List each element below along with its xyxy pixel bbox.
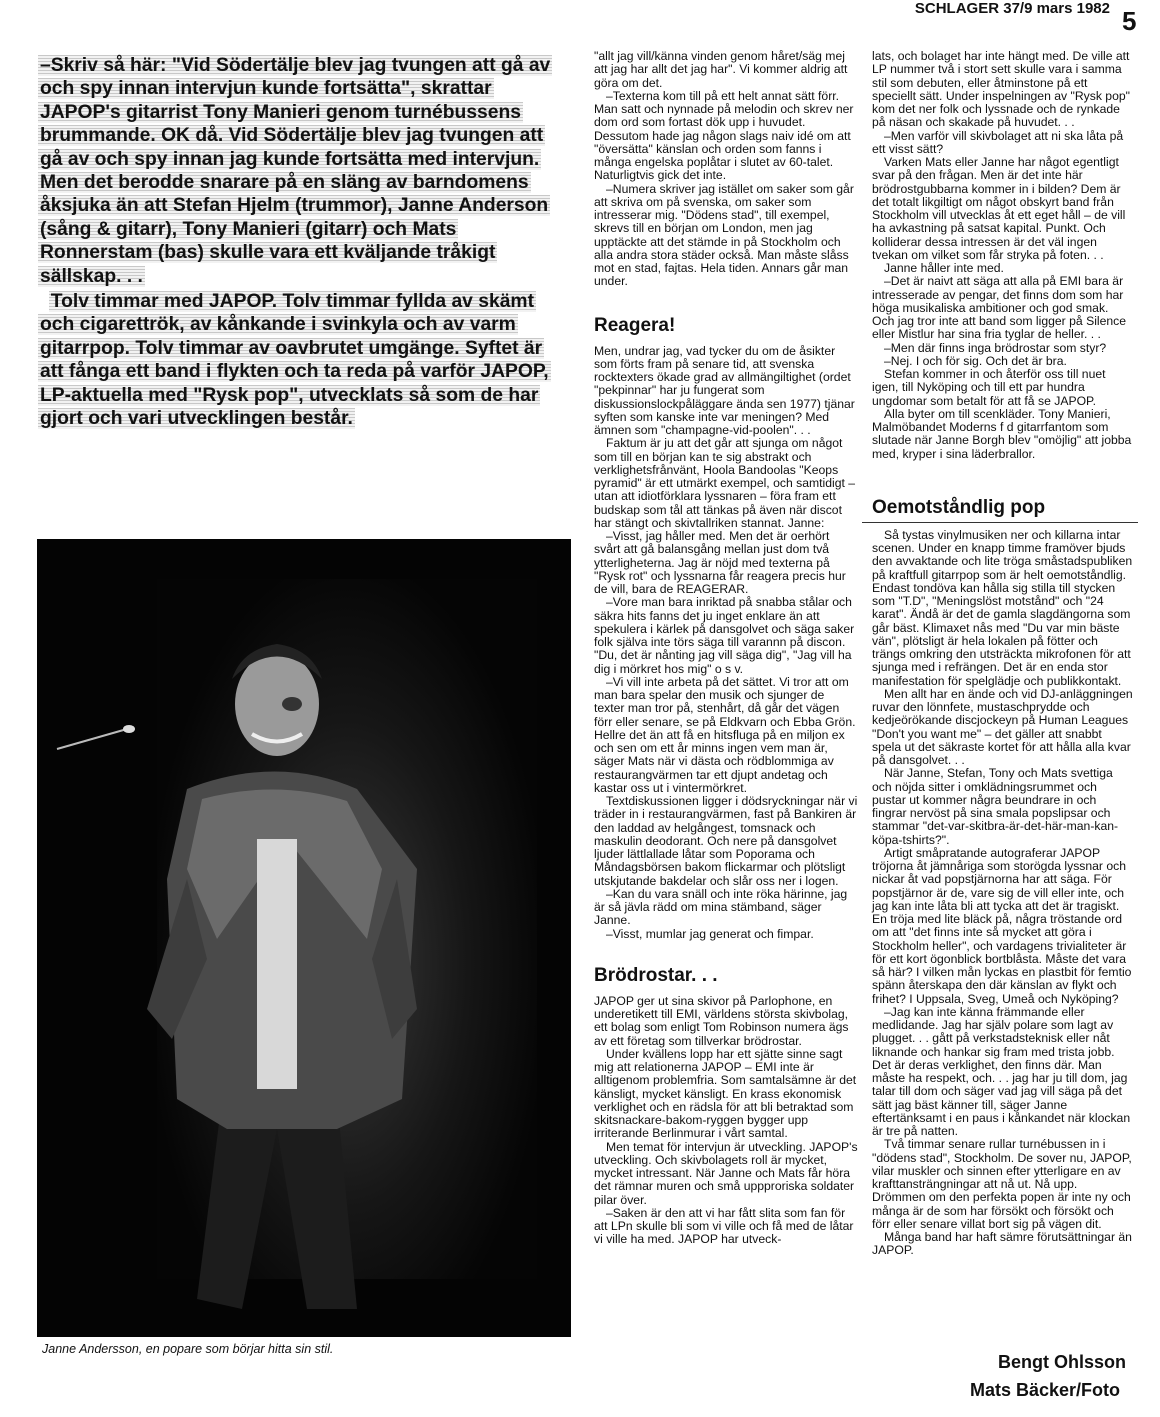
author-byline: Bengt Ohlsson <box>998 1352 1127 1372</box>
paragraph: Alla byter om till scenkläder. Tony Manieri, Malmöbandet Moderns f d gitarrfantom som slutade när Janne Borgh blev "omöjlig" att jobba med, kryper i sina läderbrallor. <box>872 406 1132 461</box>
paragraph: –Kan du vara snäll och inte röka härinne, jag är så jävla rädd om mina stämband, säger Janne. <box>594 886 848 928</box>
paragraph: Under kvällens lopp har ett sjätte sinne sagt mig att relationerna JAPOP – EMI inte är alltigenom problemfria. Som samtalsämne är det känsligt, mycket känsligt. En krass ekonomisk verklighet och en rädsla för att bli betraktad som skitsnackare-bakom-ryggen bygger upp irriterande Berlinmurar i vårt samtal. <box>594 1046 857 1141</box>
paragraph: Men allt har en ände och vid DJ-anläggningen ruvar den lönnfete, mustaschprydde och kedjeörökande discjockeyn på Human Leagues "Don't you want me" – det gäller att snabbt spela ut det säkraste kortet för att hålla alla kvar på dansgolvet. . . <box>872 686 1133 767</box>
intro-text <box>38 54 570 433</box>
paragraph: Så tystas vinylmusiken ner och killarna intar scenen. Under en knapp timme framöver bjuds den avvaktande och lite tröga småstadspubliken på kraftfull gitarrpop som är helt oemotståndlig. Endast tondöva kan hålla sig stilla till stycken som "T.D", "Meningslöst motstånd" och "24 karat". Ändå är det de gamla slagdängorna som går bäst. Klimaxet nås med "Du var min bäste vän", plötsligt är hela lokalen på fötter och trängs omkring den utsträckta mikrofonen för att sjunga med i refrängen. Det är en enda stor manifestation för spelglädje och publikkontakt. <box>872 527 1133 688</box>
paragraph: –Texterna kom till på ett helt annat sätt förr. Man satt och nynnade på melodin och skrev ner dom ord som fortast dök upp i huvudet. Dessutom hade jag någon slags naiv idé om att "översätta" känslan och orden som fanns i många engelska poplåtar i slutet av 60-talet. Naturligtvis gick det inte. <box>594 88 854 183</box>
photo-credit: Mats Bäcker/Foto <box>970 1380 1121 1400</box>
paragraph: –Men varför vill skivbolaget att ni ska låta på ett visst sätt? <box>872 128 1124 156</box>
paragraph: –Vi vill inte arbeta på det sättet. Vi tror att om man bara spelar den musik och sjunger de texter man tror på, stenhårt, då går det vägen förr eller senare, se på Eldkvarn och Ebba Grön. Hellre det än att få en hitsfluga på en miljon ex och sen om ett år minns ingen vem man är, säger Mats när vi dästa och rödblommiga av restaurangvärmen tar ett djupt andetag och kastar oss ut i vintermörkret. <box>594 674 856 795</box>
paragraph: JAPOP ger ut sina skivor på Parlophone, en underetikett till EMI, världens största skivbolag, ett bolag som enligt Tom Robinson numera ägs av ett företag som tillverkar brödrostar. <box>594 993 849 1048</box>
paragraph: –Numera skriver jag istället om saker som går att skriva om på svenska, om saker som intresserar mig. "Dödens stad", till exempel, skrevs till en början om London, men jag upptäckte att det stämde in på Stockholm och alla andra stora städer också. Man måste slåss mot en stad, fajtas. Hela tiden. Annars går man under. <box>594 181 854 289</box>
paragraph: Men, undrar jag, vad tycker du om de åsikter som förts fram på senare tid, att svenska rocktexters ökade grad av allmängiltighet (ordet "pekpinnar" har ju fungerat som diskussionslockpåläggare ända sen 1977) tjänar syften som kanske inte var meningen? Med ämnen som "champagne-vid-poolen". . . <box>594 343 855 437</box>
paragraph: –Visst, jag håller med. Men det är oerhört svårt att gå balansgång mellan just dom två ytterligheterna. Jag är nöjd med texterna på "Rysk rot" och lyssnarna får reagera precis hur de vill, bara de REAGERAR. <box>594 529 846 596</box>
paragraph: –Visst, mumlar jag generat och fimpar. <box>606 926 814 941</box>
subheading-brodrostar: Brödrostar. . . <box>594 964 718 986</box>
paragraph: –Vore man bara inriktad på snabba stålar och säkra hits fanns det ju inget enklare än att spekulera i kärlek på dansgolvet och säga saker folk själva inte törs säga till varannn på discon. "Du, det är nånting jag vill säga dig", "Jag vill ha dig i mörkret hos mig" o s v. <box>594 595 855 676</box>
musician-figure <box>37 539 571 1337</box>
paragraph: Faktum är ju att det går att sjunga om något som till en början kan te sig abstrakt och verklighetsfrånvänt, Hoola Bandoolas "Keops pyramid" är ett utmärkt exempel, och samtidigt – utan att idiotförklara lyssnaren – föra fram ett budskap som tål att tänkas på även när discot har stängt och skivtallriken stannat. Janne: <box>594 436 856 530</box>
paragraph: Men temat för intervjun är utveckling. JAPOP's utveckling. Och skivbolagets roll är mycket, mycket intressant. När Janne och Mats får höra det rämnar muren och små uppproriska soldater pilar över. <box>594 1139 858 1207</box>
paragraph: –Det är naivt att säga att alla på EMI bara är intresserade av pengar, det finns dom som har höga musikaliska ambitioner och god smak. Och jag tror inte att band som ligger på Silence eller Mistlur har sina fria tyglar de heller. . . <box>872 274 1127 342</box>
band-photo <box>37 539 571 1337</box>
paragraph: Artigt småpratande autograferar JAPOP tröjorna åt jämnåriga som storögda lyssnar och nickar åt vad popstjärnorna har att säga. För popstjärnor är de, vare sig de vill eller inte, och jag kan inte låta bli att tycka att det är tragiskt. En tröja med lite bläck på, några tröstande ord om att "det finns inte så mycket att göra i Stockholm heller", och vardagens trivialiteter är för ett kort ögonblick bortblåsta. Måste det vara så här? I vilken mån lyckas en plastbit för femtio spänn återskapa den där känslan av flykt och frihet? I Uppsala, Sveg, Umeå och Nyköping? <box>872 845 1132 1006</box>
paragraph: Janne håller inte med. <box>884 261 1004 275</box>
paragraph: Stefan kommer in och återför oss till nuet igen, till Nyköping och till ett par hundra ungdomar som betalt för att få se JAPOP. <box>872 367 1106 408</box>
paragraph: Varken Mats eller Janne har något egentligt svar på den frågan. Men är det inte här brödrostgubbarna kommer in i bilden? Dem är det totalt likgiltigt om något obskyrt band från Stockholm vill utvecklas åt ett eget håll – de vill ha avkastning på satsat kapital. Punkt. Och kolliderar dessa intressen är det väl ingen tvekan om vilket som får stryka på foten. . . <box>872 155 1126 262</box>
photo-caption: Janne Andersson, en popare som börjar hitta sin stil. <box>42 1342 334 1356</box>
subheading-oemotstandlig-pop: Oemotståndlig pop <box>872 496 1046 518</box>
paragraph: När Janne, Stefan, Tony och Mats svettiga och nöjda sitter i omklädningsrummet och pustar ut kommer några beundrare in och fingrar nervöst på sina smala popslipsar och stammar "det-var-skitbra-är-det-här-man-kan-köpa-tshirts?". <box>872 766 1119 847</box>
paragraph: Två timmar senare rullar turnébussen in i "dödens stad", Stockholm. De sover nu, JAPOP, vilar muskler och sinnen efter ytterligare en av krafttansträngningar att nå ut. Nå upp. Drömmen om den perfekta popen är inte ny och många är de som har försökt och försökt och förr eller senare villat bort sig på vägen dit. <box>872 1137 1132 1231</box>
issue-header: SCHLAGER 37/9 mars 1982 <box>914 0 1110 17</box>
paragraph: –Saken är den att vi har fått slita som fan för att LPn skulle bli som vi ville och få med de låtar vi ville ha med. JAPOP har utveck- <box>594 1205 854 1247</box>
intro-paragraph: –Skriv så här: "Vid Södertälje blev jag tvungen att gå av och spy innan intervjun kunde fortsätta", skrattar JAPOP's gitarrist Tony Manieri genom turnébussens brummande. OK då. Vid Södertälje blev jag tvungen att gå av och spy innan jag kunde fortsätta med intervjun. Men det berodde snarare på en släng av barndomens åksjuka än att Stefan Hjelm (trummor), Janne Anderson (sång & gitarr), Tony Manieri (gitarr) och Mats Ronnerstam (bas) skulle vara ett kväljande tråkigt sällskap. . . <box>40 55 551 287</box>
paragraph: Många band har haft sämre förutsättningar än JAPOP. <box>872 1230 1132 1258</box>
paragraph: lats, och bolaget har inte hängt med. De ville att LP nummer två i stort sett skulle vara i samma stil som debuten, eller åtminstone på ett speciellt sätt. Under inspelningen av "Rysk pop" kom det ner folk och lyssnade och de rynkade på näsan och skakade på huvudet. . . <box>872 49 1130 130</box>
paragraph: –Men där finns inga brödrostar som styr? <box>884 340 1107 355</box>
paragraph: Textdiskussionen ligger i dödsryckningar när vi träder in i restaurangvärmen, fast på Bankiren är den laddad av helgångest, tomsnack och maskulin deodorant. Och nere på dansgolvet ljuder lättlallade låtar som Poporama och Måndagsbörsen bakom flickarmar och plötsligt utskjutande bakdelar och slår oss ner i logen. <box>594 794 858 888</box>
paragraph: "allt jag vill/känna vinden genom håret/säg mej att jag har allt det jag har". Vi kommer aldrig att göra om det. <box>594 49 848 90</box>
paragraph: –Jag kan inte känna främmande eller medlidande. Jag har själv polare som lagt av plugget. . . gått på verkstadsteknisk eller nåt liknande och hankar sig fram med trista jobb. Det är deras verklighet, den finns där. Man måste ha respekt, och. . . jag har ju till dom, jag talar till dom och säger vad jag vill säga på det sätt jag bäst känner till, säger Janne eftertänksamt i en paus i kånkandet när klockan är tre på natten. <box>872 1004 1131 1138</box>
paragraph: –Nej. I och för sig. Och det är bra. <box>884 353 1067 368</box>
subheading-reagera: Reagera! <box>594 314 676 336</box>
article-column-2 <box>872 50 1134 1258</box>
article-column-1 <box>594 50 858 1247</box>
page-number: 5 <box>1122 6 1137 36</box>
intro-paragraph: Tolv timmar med JAPOP. Tolv timmar fyllda av skämt och cigarettrök, av kånkande i svinkyla och av varm gitarrpop. Tolv timmar av oavbrutet umgänge. Syftet är att fånga ett band i flykten och ta reda på varför JAPOP, LP-aktuella med "Rysk pop", utvecklats så som de har gjort och vari utvecklingen består. <box>40 291 549 430</box>
